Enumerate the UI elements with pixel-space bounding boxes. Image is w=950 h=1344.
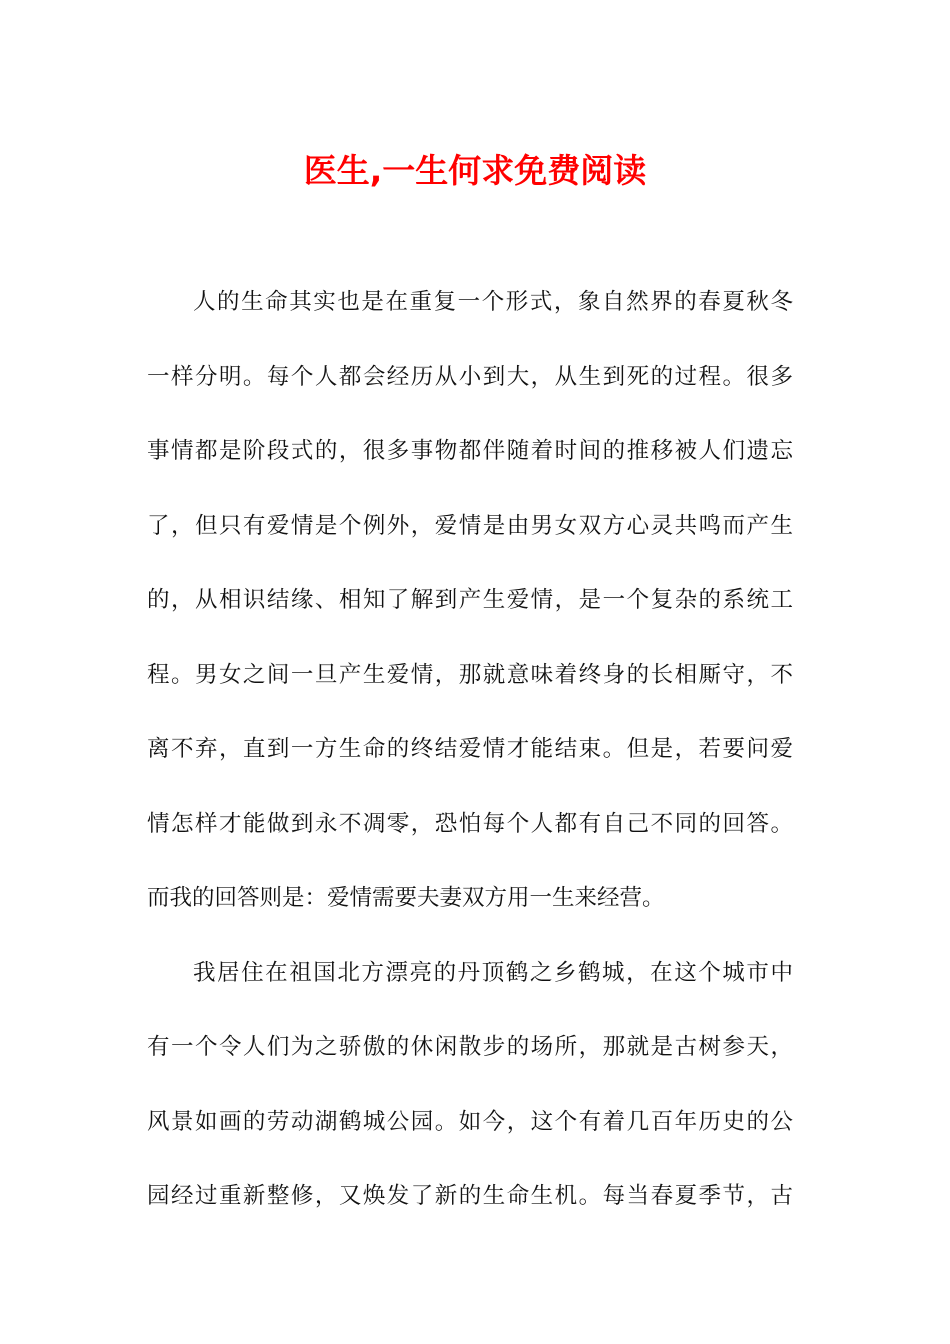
paragraph-line: 而我的回答则是：爱情需要夫妻双方用一生来经营。 xyxy=(147,885,665,911)
paragraph-line: 程。男女之间一旦产生爱情，那就意味着终身的长相厮守，不 xyxy=(147,661,793,688)
paragraph-line: 的，从相识结缘、相知了解到产生爱情，是一个复杂的系统工 xyxy=(147,587,793,613)
paragraph-line: 风景如画的劳动湖鹤城公园。如今，这个有着几百年历史的公 xyxy=(147,1108,793,1135)
paragraph-line: 事情都是阶段式的，很多事物都伴随着时间的推移被人们遗忘 xyxy=(147,438,793,464)
paragraph-line: 离不弃，直到一方生命的终结爱情才能结束。但是，若要问爱 xyxy=(147,736,793,762)
paragraph-line: 我居住在祖国北方漂亮的丹顶鹤之乡鹤城，在这个城市中 xyxy=(193,959,793,986)
paragraph-line: 有一个令人们为之骄傲的休闲散步的场所，那就是古树参天， xyxy=(147,1034,793,1060)
paragraph-line: 情怎样才能做到永不凋零，恐怕每个人都有自己不同的回答。 xyxy=(147,810,793,837)
document-body xyxy=(147,278,793,1247)
paragraph-line: 园经过重新整修，又焕发了新的生命生机。每当春夏季节，古 xyxy=(147,1183,793,1209)
paragraph-line: 了，但只有爱情是个例外，爱情是由男女双方心灵共鸣而产生 xyxy=(147,512,793,539)
paragraph-line: 一样分明。每个人都会经历从小到大，从生到死的过程。很多 xyxy=(147,363,793,390)
paragraph-line: 人的生命其实也是在重复一个形式，象自然界的春夏秋冬 xyxy=(193,289,793,315)
document-title: 医生,一生何求免费阅读 xyxy=(303,151,647,190)
